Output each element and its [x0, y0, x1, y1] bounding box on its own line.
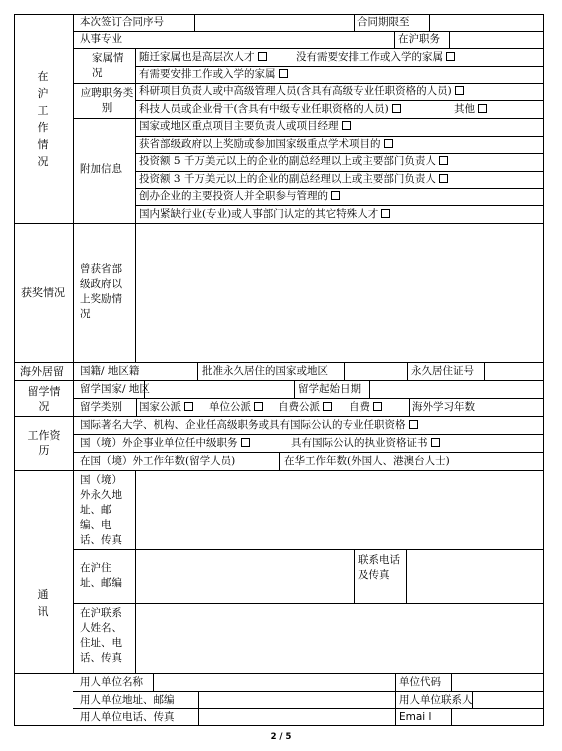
residence-country-label: 批准永久居住的国家或地区 — [202, 365, 328, 377]
checkbox[interactable] — [184, 402, 193, 411]
email-label: Emai l — [399, 711, 432, 723]
contract-term-field[interactable] — [432, 16, 540, 29]
employer-contact-field[interactable] — [475, 694, 540, 707]
checkbox[interactable] — [373, 402, 382, 411]
abroad-years-label: 在国（境）外工作年数(留学人员) — [80, 455, 236, 467]
study-years-label: 海外学习年数 — [412, 401, 475, 413]
category-option-3[interactable]: 其他 — [454, 103, 487, 116]
checkbox[interactable] — [323, 402, 332, 411]
study-type-option-4[interactable]: 自费 — [349, 401, 382, 414]
work-section-label: 在 沪 工 作 情 况 — [37, 70, 49, 168]
application-form-table — [14, 14, 544, 725]
study-country-field[interactable] — [147, 383, 291, 396]
checkbox[interactable] — [241, 438, 250, 447]
checkbox[interactable] — [331, 191, 340, 200]
checkbox[interactable] — [258, 52, 267, 61]
phone-fax-field[interactable] — [409, 552, 540, 600]
study-section-label: 留学情况 — [27, 385, 61, 413]
checkbox[interactable] — [439, 156, 448, 165]
checkbox[interactable] — [381, 209, 390, 218]
contact-section-label: 通 讯 — [37, 588, 49, 618]
extra-info-label: 附加信息 — [80, 163, 122, 175]
employer-address-field[interactable] — [201, 694, 392, 707]
checkbox[interactable] — [478, 104, 487, 113]
awards-section-label: 获奖情况 — [21, 286, 65, 299]
experience-option-2[interactable]: 国（境）外企事业单位任中级职务 — [80, 437, 250, 450]
pr-number-field[interactable] — [487, 365, 540, 378]
employer-phone-field[interactable] — [201, 711, 392, 724]
study-type-option-3[interactable]: 自费公派 — [278, 401, 332, 414]
employer-name-label: 用人单位名称 — [80, 676, 143, 688]
checkbox[interactable] — [342, 121, 351, 130]
pr-number-label: 永久居住证号 — [411, 365, 474, 377]
sh-address-label: 在沪住址、邮编 — [80, 562, 122, 589]
contract-no-field[interactable] — [197, 16, 352, 29]
employer-address-label: 用人单位地址、邮编 — [80, 694, 175, 706]
position-field[interactable] — [452, 33, 540, 46]
checkbox[interactable] — [439, 174, 448, 183]
awards-sub-label: 曾获省部级政府以上奖励情况 — [80, 263, 122, 320]
family-option-2[interactable]: 没有需要安排工作或入学的家属 — [296, 51, 455, 64]
position-label: 在沪职务 — [398, 33, 440, 45]
sh-contact-field[interactable] — [138, 606, 540, 670]
study-country-label: 留学国家/ 地区 — [80, 383, 150, 395]
overseas-section-label: 海外居留 — [20, 365, 64, 378]
experience-option-3[interactable]: 具有国际公认的执业资格证书 — [291, 437, 440, 450]
contract-no-label: 本次签订合同序号 — [80, 16, 164, 28]
checkbox[interactable] — [409, 420, 418, 429]
contract-term-label: 合同期限至 — [357, 16, 410, 28]
extra-option-4[interactable]: 投资额 3 千万美元以上的企业的副总经理以上或主要部门负责人 — [139, 173, 448, 186]
study-type-label: 留学类别 — [80, 401, 122, 413]
category-option-1[interactable]: 科研项目负责人或中高级管理人员(含具有高级专业任职资格的人员) — [139, 85, 464, 98]
residence-country-field[interactable] — [347, 365, 404, 378]
sh-contact-label: 在沪联系人姓名、住址、电话、传真 — [80, 607, 122, 664]
family-label: 家属情况 — [92, 52, 124, 79]
email-field[interactable] — [454, 711, 540, 724]
checkbox[interactable] — [392, 104, 401, 113]
experience-option-1[interactable]: 国际著名大学、机构、企业任高级职务或具有国际公认的专业任职资格 — [80, 419, 418, 432]
family-option-3[interactable]: 有需要安排工作或入学的家属 — [139, 68, 288, 81]
category-label: 应聘职务类别 — [80, 87, 134, 114]
phone-fax-label: 联系电话及传真 — [358, 554, 400, 581]
study-start-field[interactable] — [372, 383, 540, 396]
china-years-label: 在华工作年数(外国人、港澳台人士) — [284, 455, 450, 467]
profession-label: 从事专业 — [80, 33, 122, 45]
employer-phone-label: 用人单位电话、传真 — [80, 711, 175, 723]
profession-field[interactable] — [138, 33, 391, 46]
employer-code-field[interactable] — [454, 676, 540, 689]
page-number: 2 / 5 — [270, 732, 292, 742]
experience-section-label: 工作资历 — [27, 429, 61, 457]
extra-option-6[interactable]: 国内紧缺行业(专业)或人事部门认定的其它特殊人才 — [139, 208, 390, 221]
nationality-label: 国籍/ 地区籍 — [80, 365, 140, 377]
extra-option-2[interactable]: 获省部级政府以上奖励或参加国家级重点学术项目的 — [139, 138, 393, 151]
extra-option-5[interactable]: 创办企业的主要投资人并全职参与管理的 — [139, 190, 340, 203]
study-start-label: 留学起始日期 — [298, 383, 361, 395]
checkbox[interactable] — [384, 139, 393, 148]
checkbox[interactable] — [431, 438, 440, 447]
study-type-option-2[interactable]: 单位公派 — [209, 401, 263, 414]
family-option-1[interactable]: 随迁家属也是高层次人才 — [139, 51, 267, 64]
awards-field[interactable] — [138, 226, 540, 359]
extra-option-3[interactable]: 投资额 5 千万美元以上的企业的副总经理以上或主要部门负责人 — [139, 155, 448, 168]
extra-option-1[interactable]: 国家或地区重点项目主要负责人或项目经理 — [139, 120, 351, 133]
category-option-2[interactable]: 科技人员或企业骨干(含具有中级专业任职资格的人员) — [139, 103, 401, 116]
checkbox[interactable] — [446, 52, 455, 61]
employer-code-label: 单位代码 — [399, 676, 441, 688]
abroad-address-field[interactable] — [138, 473, 540, 546]
abroad-address-label: 国（境）外永久地址、邮编、电话、传真 — [80, 474, 122, 546]
checkbox[interactable] — [279, 69, 288, 78]
checkbox[interactable] — [254, 402, 263, 411]
employer-name-field[interactable] — [156, 676, 392, 689]
sh-address-field[interactable] — [138, 552, 351, 600]
employer-contact-label: 用人单位联系人 — [399, 694, 473, 706]
checkbox[interactable] — [455, 86, 464, 95]
study-type-option-1[interactable]: 国家公派 — [139, 401, 193, 414]
